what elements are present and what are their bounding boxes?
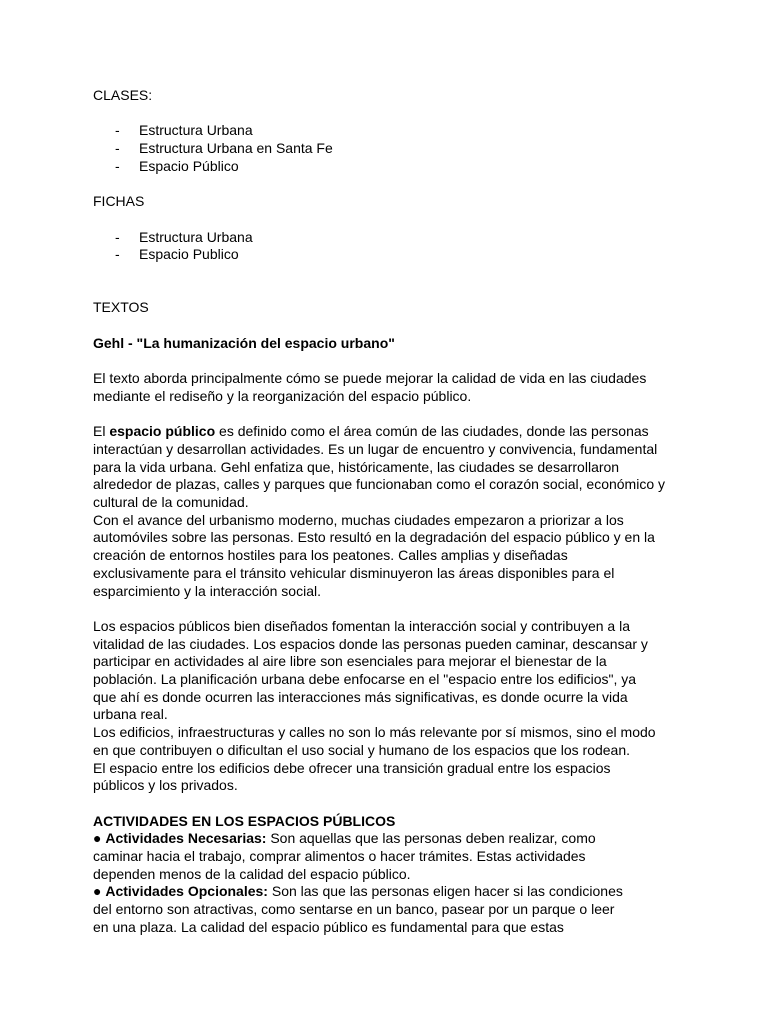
paragraph-line: alrededor de plazas, calles y parques que funcionaban como el corazón social, económico y <box>93 476 666 493</box>
spacer <box>93 282 693 300</box>
actividades-heading <box>93 813 693 831</box>
paragraph-line: exclusivamente para el tránsito vehicular disminuyeron las áreas disponibles para el <box>93 564 615 581</box>
paragraph-line: Con el avance del urbanismo moderno, muchas ciudades empezaron a priorizar a los <box>93 511 624 528</box>
list-item-text: Espacio Público <box>139 157 239 174</box>
paragraph-line: participar en actividades al aire libre son esenciales para mejorar el bienestar de la <box>93 653 607 670</box>
clases-heading: CLASES: <box>93 87 153 103</box>
text-title <box>93 335 693 353</box>
list-item <box>93 158 693 176</box>
dash-marker: - <box>115 228 120 245</box>
paragraph-line: Los espacios públicos bien diseñados fomentan la interacción social y contribuyen a la <box>93 617 630 634</box>
list-item-text: Estructura Urbana <box>139 228 253 245</box>
spacer <box>93 352 693 370</box>
list-item <box>93 229 693 247</box>
textos-heading: TEXTOS <box>93 299 149 316</box>
text-run: Son las que las personas eligen hacer si las condiciones <box>267 883 623 900</box>
list-item-text: Espacio Publico <box>139 246 239 263</box>
fichas-list <box>93 229 693 264</box>
paragraph-line <box>93 423 693 441</box>
list-item <box>93 246 693 264</box>
paragraph-line: públicos y los privados. <box>93 777 238 794</box>
paragraph-line: para la vida urbana. Gehl enfatiza que, históricamente, las ciudades se desarrollaron <box>93 458 620 475</box>
text-run: Son aquellas que las personas deben realizar, como <box>266 830 596 847</box>
clases-list <box>93 122 693 175</box>
text-run: El <box>93 423 110 440</box>
paragraph-line: en que contribuyen o dificultan el uso social y humano de los espacios que los rodean. <box>93 741 631 758</box>
paragraph-line: cultural de la comunidad. <box>93 494 249 511</box>
spacer <box>93 211 693 229</box>
spacer <box>93 406 693 424</box>
document-page <box>93 87 693 937</box>
spacer <box>93 600 693 618</box>
paragraph-line: urbana real. <box>93 706 168 723</box>
paragraph-line: dependen menos de la calidad del espacio público. <box>93 865 411 882</box>
list-item-text: Estructura Urbana en Santa Fe <box>139 140 333 157</box>
bold-term: espacio público <box>109 423 216 440</box>
dash-marker: - <box>115 246 120 263</box>
spacer <box>93 176 693 194</box>
paragraph-line: creación de entornos hostiles para los peatones. Calles amplias y diseñadas <box>93 547 568 564</box>
paragraph-line: población. La planificación urbana debe enfocarse en el "espacio entre los edificios", ya <box>93 671 637 688</box>
paragraph-line: en una plaza. La calidad del espacio público es fundamental para que estas <box>93 918 564 935</box>
list-item <box>93 122 693 140</box>
spacer <box>93 795 693 813</box>
dash-marker: - <box>115 122 120 139</box>
fichas-heading: FICHAS <box>93 193 145 210</box>
bold-term: Actividades Necesarias: <box>105 830 267 847</box>
bullet-icon: ● <box>93 883 102 900</box>
paragraph-line: que ahí es donde ocurren las interacciones más significativas, es donde ocurre la vida <box>93 688 628 705</box>
list-item-text: Estructura Urbana <box>139 122 253 139</box>
actividades-necesarias <box>93 830 693 883</box>
dash-marker: - <box>115 140 120 157</box>
text-title-bold: Gehl - "La humanización del espacio urbano" <box>93 334 395 351</box>
paragraph-line: El texto aborda principalmente cómo se puede mejorar la calidad de vida en las ciudades <box>93 370 647 387</box>
paragraph-line: automóviles sobre las personas. Esto resultó en la degradación del espacio público y en la <box>93 529 655 546</box>
paragraph-line: Los edificios, infraestructuras y calles no son lo más relevante por sí mismos, sino el modo <box>93 724 656 741</box>
section-heading-bold: ACTIVIDADES EN LOS ESPACIOS PÚBLICOS <box>93 812 396 829</box>
paragraph-line: interactúan y desarrollan actividades. Es un lugar de encuentro y convivencia, fundamental <box>93 440 658 457</box>
paragraph-line: esparcimiento y la interacción social. <box>93 582 321 599</box>
espacio-publico-paragraph <box>93 423 693 600</box>
bullet-icon: ● <box>93 830 102 847</box>
spacer <box>93 105 693 123</box>
spacer <box>93 264 693 282</box>
paragraph-line: mediante el rediseño y la reorganización del espacio público. <box>93 387 472 404</box>
espacios-paragraph <box>93 618 693 795</box>
list-item <box>93 140 693 158</box>
paragraph-line <box>93 883 693 901</box>
spacer <box>93 317 693 335</box>
paragraph-line: El espacio entre los edificios debe ofrecer una transición gradual entre los espacios <box>93 759 611 776</box>
paragraph-line: caminar hacia el trabajo, comprar alimentos o hacer trámites. Estas actividades <box>93 848 586 865</box>
intro-paragraph <box>93 370 693 405</box>
paragraph-line <box>93 830 693 848</box>
paragraph-line: del entorno son atractivas, como sentarse en un banco, pasear por un parque o leer <box>93 901 615 918</box>
paragraph-line: vitalidad de las ciudades. Los espacios donde las personas pueden caminar, descansar y <box>93 635 648 652</box>
actividades-opcionales <box>93 883 693 936</box>
text-run: es definido como el área común de las ciudades, donde las personas <box>215 423 649 440</box>
dash-marker: - <box>115 157 120 174</box>
bold-term: Actividades Opcionales: <box>105 883 268 900</box>
